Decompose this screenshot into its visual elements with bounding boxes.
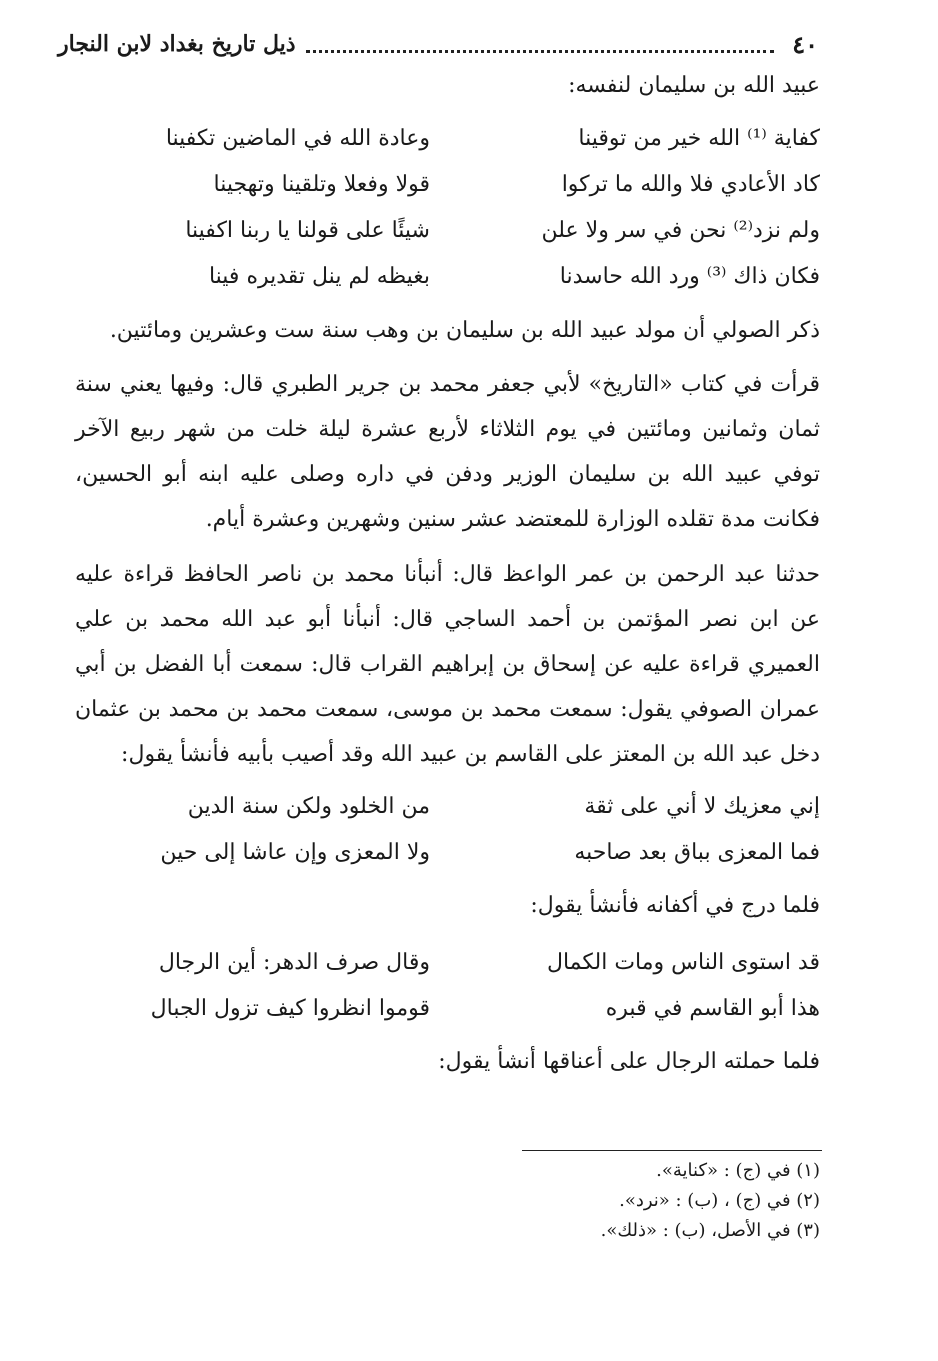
poem-2 — [130, 784, 820, 876]
verse-second-half: وقال صرف الدهر: أين الرجال — [158, 950, 430, 975]
verse-first-half: كاد الأعادي فلا والله ما تركوا — [561, 172, 820, 197]
verse — [130, 830, 820, 876]
verse-second-half: وعادة الله في الماضين تكفينا — [165, 126, 430, 151]
verse-second-half: قولا وفعلا وتلقينا وتهجينا — [213, 172, 430, 197]
paragraph-birth: ذكر الصولي أن مولد عبيد الله بن سليمان بن وهب سنة ست وعشرين ومائتين. — [109, 318, 820, 343]
running-title: ذيل تاريخ بغداد لابن النجار — [58, 31, 296, 57]
verse-second-half: شيئًا على قولنا يا ربنا اكفينا — [185, 218, 430, 243]
verse-second-half: من الخلود ولكن سنة الدين — [187, 794, 430, 819]
verse-first-half: إني معزيك لا أني على ثقة — [584, 794, 820, 819]
intro-line: عبيد الله بن سليمان لنفسه: — [568, 73, 820, 98]
verse-first-half: ولم نزد⁽²⁾ نحن في سر ولا علن — [541, 218, 820, 243]
page-number: ٤٠ — [792, 29, 818, 59]
verse-second-half: بغيظه لم ينل تقديره فينا — [208, 264, 430, 289]
verse-first-half: كفاية ⁽¹⁾ الله خير من توقينا — [578, 126, 820, 151]
verse-second-half: ولا المعزى وإن عاشا إلى حين — [160, 840, 430, 865]
verse — [130, 116, 820, 162]
verse — [130, 986, 820, 1032]
verse — [130, 254, 820, 300]
footnotes — [601, 1156, 820, 1246]
transition-line: فلما حملته الرجال على أعناقها أنشأ يقول: — [438, 1049, 820, 1074]
poem-1 — [130, 116, 820, 300]
verse — [130, 940, 820, 986]
verse — [130, 162, 820, 208]
header-dotted-leader — [306, 36, 775, 53]
verse-first-half: قد استوى الناس ومات الكمال — [546, 950, 820, 975]
paragraph-isnad: حدثنا عبد الرحمن بن عمر الواعظ قال: أنبأنا محمد بن ناصر الحافظ قراءة عليه عن ابن نصر المؤتمن بن أحمد الساجي قال: أنبأنا أبو عبد الله محمد بن علي العميري قراءة عليه عن إسحاق بن إبراهيم القراب قال: سمعت أبا الفضل بن أبي عمران الصوفي يقول: سمعت محمد بن موسى، سمعت محمد بن محمد بن عثمان دخل عبد الله بن المعتز على القاسم بن عبيد الله وقد أصيب بأبيه فأنشأ يقول: — [75, 562, 820, 767]
verse-second-half: قوموا انظروا كيف تزول الجبال — [150, 996, 430, 1021]
paragraph-death-report: قرأت في كتاب «التاريخ» لأبي جعفر محمد بن جرير الطبري قال: وفيها يعني سنة ثمان وثمانين ومائتين في يوم الثلاثاء لأربع عشرة ليلة خلت من شهر ربيع الآخر توفي عبيد الله بن سليمان الوزير ودفن في داره وصلى عليه ابنه أبو الحسين، فكانت مدة تقلده الوزارة للمعتضد عشر سنين وشهرين وعشرة أيام. — [75, 372, 820, 532]
poem-3 — [130, 940, 820, 1032]
footnote: (٣) في الأصل، (ب) : «ذلك». — [600, 1220, 820, 1241]
verse-first-half: فكان ذاك ⁽³⁾ ورد الله حاسدنا — [559, 264, 820, 289]
verse — [130, 784, 820, 830]
verse — [130, 208, 820, 254]
footnote-separator — [522, 1150, 822, 1151]
verse-first-half: فما المعزى بباق بعد صاحبه — [574, 840, 820, 865]
verse-first-half: هذا أبو القاسم في قبره — [605, 996, 820, 1021]
running-header — [58, 24, 818, 64]
footnote: (٢) في (ج) ، (ب) : «نرد». — [619, 1190, 820, 1211]
transition-line: فلما درج في أكفانه فأنشأ يقول: — [530, 893, 820, 918]
footnote: (١) في (ج) : «كناية». — [656, 1160, 820, 1181]
